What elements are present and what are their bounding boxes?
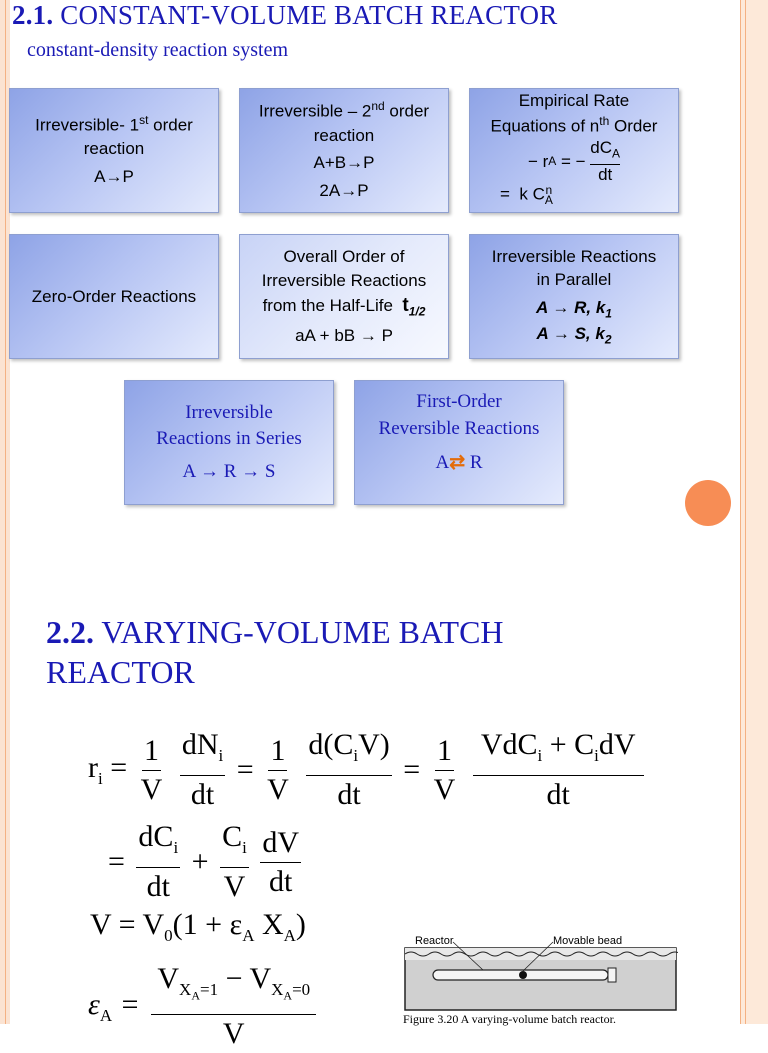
figure-label-bead: Movable bead [553,935,623,947]
box-half-life: Overall Order of Irreversible Reactions from the Half-Life $t_{1/2}$ aA + bB → P [239,234,449,359]
box-first-order: Irreversible- 1st order reaction A→P [9,88,219,213]
figure-caption: Figure 3.20 A varying-volume batch reactor. [403,1012,616,1026]
orange-circle-decoration [685,480,731,526]
volume-equation: $V = V_0(1 + \varepsilon_A$ $X_A$) [90,908,306,945]
box-reversible: First-Order Reversible Reactions A⇄ R [354,380,564,505]
box-zero-order: Zero-Order Reactions [9,234,219,359]
section-1-subtitle: constant-density reaction system [27,39,289,61]
section-1-number: 2.1. [12,0,54,30]
section-2-heading: 2.2. VARYING-VOLUME BATCH REACTOR [46,614,504,690]
section-1-title: CONSTANT-VOLUME BATCH REACTOR [60,0,558,30]
box-empirical-rate: Empirical Rate Equations of $n^{th}$ Order − r A = − $dC_A$ dt = k C n A [469,88,679,213]
expansion-factor-equation: $\varepsilon_A$ = $\frac{V_{X_A=1} - V_{X_A=0}}{V}$ [88,960,320,1053]
equilibrium-arrow-icon: ⇄ [449,452,466,474]
rate-equation: $r_i$ = $\frac{1}{V}$ $\frac{dN_i}{dt}$ = $\frac{1}{V}$ $\frac{d(C_iV)}{dt}$ = $\frac{1}{V}$ $\frac{VdC_i + C_idV}{dt}$ [88,726,648,814]
rate-equation-expanded: = $\frac{dC_i}{dt}$ + $\frac{C_i}{V}$ $\frac{dV}{dt}$ [108,820,300,903]
box-parallel: Irreversible Reactions in Parallel A → R, $k_1$ A → S, $k_2$ [469,234,679,359]
right-decorative-border [740,0,768,1024]
section-1-heading [12,0,557,31]
reactor-figure [403,930,678,1024]
box-second-order: Irreversible – 2nd order reaction A+B→P 2A→P [239,88,449,213]
movable-bead-icon [519,971,527,979]
figure-label-reactor: Reactor [415,935,454,947]
box-series: Irreversible Reactions in Series A → R → S [124,380,334,505]
